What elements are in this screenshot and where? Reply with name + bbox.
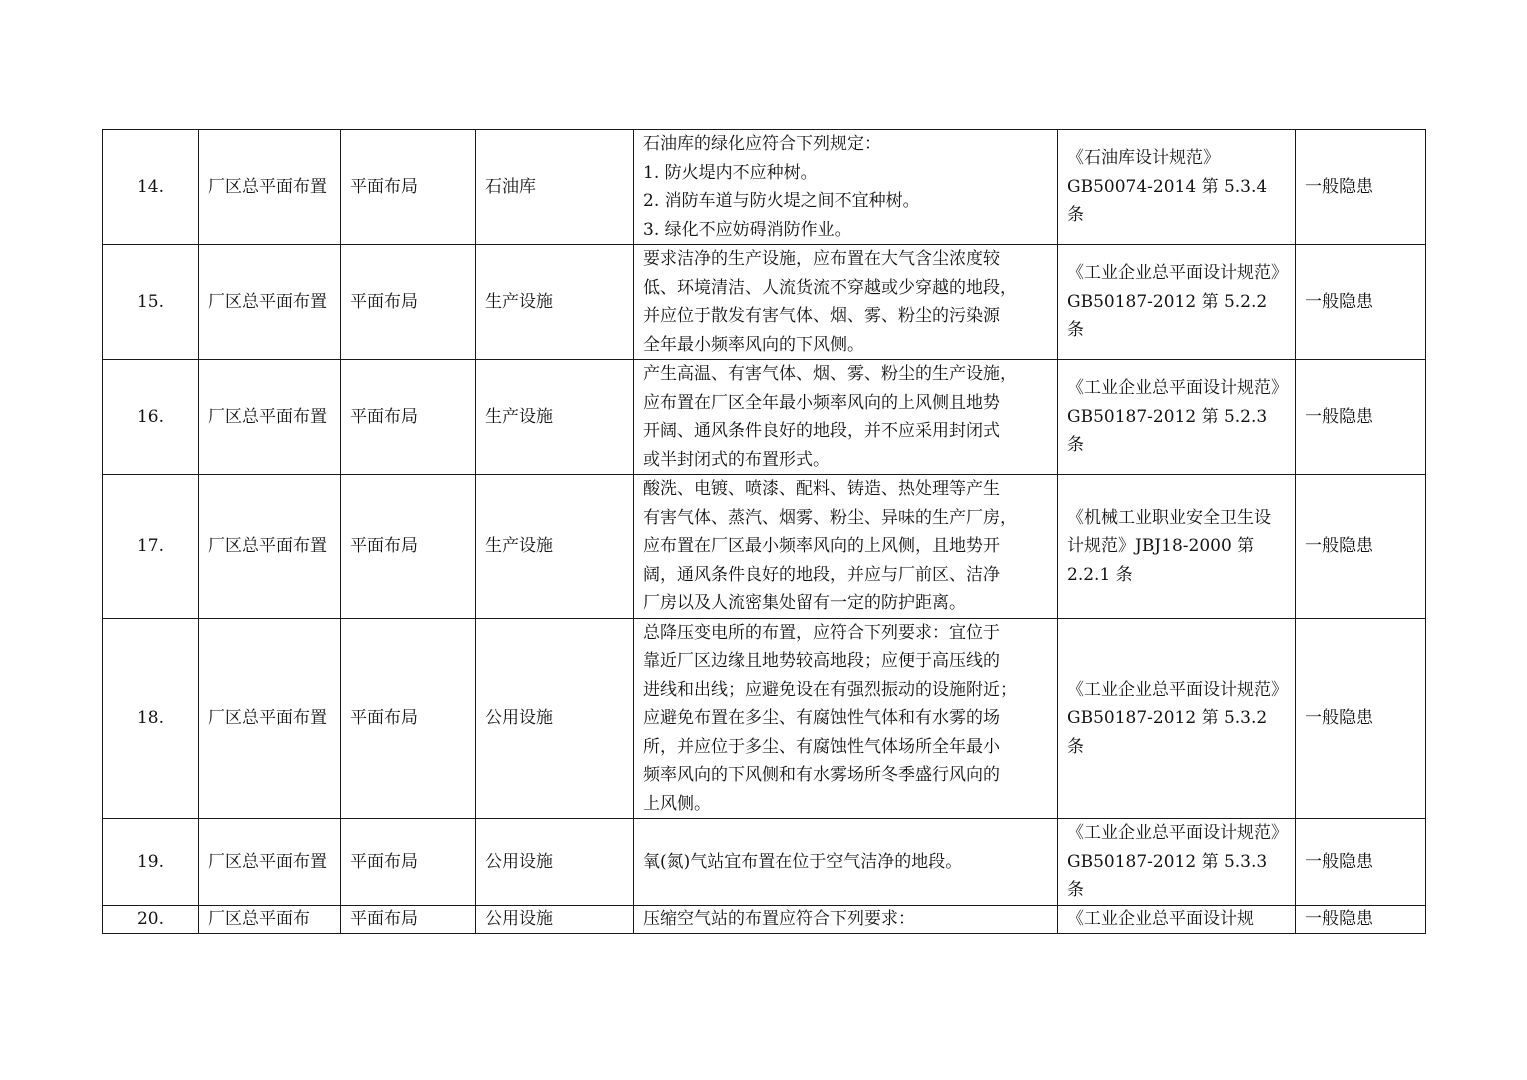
safety-hazard-table bbox=[102, 129, 1426, 934]
object-cell: 公用设施 bbox=[476, 819, 634, 906]
requirement-line: 要求洁净的生产设施，应布置在大气含尘浓度较 bbox=[643, 249, 1000, 269]
table-row bbox=[103, 819, 1426, 906]
requirement-line: 应布置在厂区全年最小频率风向的上风侧且地势 bbox=[643, 392, 1000, 413]
item-cell: 平面布局 bbox=[341, 360, 476, 475]
item-cell: 平面布局 bbox=[341, 130, 476, 245]
object-cell: 公用设施 bbox=[476, 905, 634, 933]
table-row bbox=[103, 130, 1426, 245]
table-row bbox=[103, 245, 1426, 360]
requirement-line: 厂房以及人流密集处留有一定的防护距离。 bbox=[643, 593, 966, 613]
item-cell: 平面布局 bbox=[341, 905, 476, 933]
category-cell: 厂区总平面布置 bbox=[199, 130, 341, 245]
basis-cell: 《石油库设计规范》GB50074-2014 第 5.3.4 条 bbox=[1058, 130, 1296, 245]
row-number: 17. bbox=[103, 475, 199, 619]
row-number: 15. bbox=[103, 245, 199, 360]
requirement-line: 低、环境清洁、人流货流不穿越或少穿越的地段， bbox=[643, 277, 1017, 298]
requirement-cell bbox=[634, 360, 1058, 475]
hazard-level-cell: 一般隐患 bbox=[1296, 905, 1426, 933]
requirement-line: 石油库的绿化应符合下列规定： bbox=[643, 134, 881, 154]
object-cell: 公用设施 bbox=[476, 618, 634, 819]
row-number: 20. bbox=[103, 905, 199, 933]
item-cell: 平面布局 bbox=[341, 475, 476, 619]
requirement-line: 靠近厂区边缘且地势较高地段；应便于高压线的 bbox=[643, 651, 1000, 671]
category-cell: 厂区总平面布置 bbox=[199, 475, 341, 619]
basis-cell: 《机械工业职业安全卫生设计规范》JBJ18-2000 第 2.2.1 条 bbox=[1058, 475, 1296, 619]
requirement-line: 有害气体、蒸汽、烟雾、粉尘、异味的生产厂房， bbox=[643, 507, 1017, 528]
hazard-level-cell: 一般隐患 bbox=[1296, 475, 1426, 619]
requirement-line: 开阔、通风条件良好的地段，并不应采用封闭式 bbox=[643, 421, 1000, 441]
hazard-level-cell: 一般隐患 bbox=[1296, 130, 1426, 245]
requirement-line: 阔，通风条件良好的地段，并应与厂前区、洁净 bbox=[643, 564, 1000, 585]
requirement-line: 酸洗、电镀、喷漆、配料、铸造、热处理等产生 bbox=[643, 479, 1000, 499]
requirement-line: 或半封闭式的布置形式。 bbox=[643, 449, 830, 470]
requirement-line: 上风侧。 bbox=[643, 793, 711, 814]
category-cell: 厂区总平面布 bbox=[199, 905, 341, 933]
object-cell: 生产设施 bbox=[476, 245, 634, 360]
category-cell: 厂区总平面布置 bbox=[199, 819, 341, 906]
requirement-line: 3. 绿化不应妨碍消防作业。 bbox=[643, 219, 852, 240]
row-number: 16. bbox=[103, 360, 199, 475]
table-row bbox=[103, 905, 1426, 933]
table-row bbox=[103, 360, 1426, 475]
requirement-cell bbox=[634, 618, 1058, 819]
requirement-line: 并应位于散发有害气体、烟、雾、粉尘的污染源 bbox=[643, 306, 1000, 326]
basis-cell: 《工业企业总平面设计规 bbox=[1058, 905, 1296, 933]
requirement-line: 1. 防火堤内不应种树。 bbox=[643, 162, 818, 183]
basis-cell: 《工业企业总平面设计规范》GB50187-2012 第 5.3.3 条 bbox=[1058, 819, 1296, 906]
requirement-line: 应布置在厂区最小频率风向的上风侧，且地势开 bbox=[643, 536, 1000, 556]
hazard-level-cell: 一般隐患 bbox=[1296, 618, 1426, 819]
category-cell: 厂区总平面布置 bbox=[199, 245, 341, 360]
requirement-cell bbox=[634, 905, 1058, 933]
requirement-cell bbox=[634, 819, 1058, 906]
requirement-line: 2. 消防车道与防火堤之间不宜种树。 bbox=[643, 191, 920, 211]
hazard-level-cell: 一般隐患 bbox=[1296, 360, 1426, 475]
item-cell: 平面布局 bbox=[341, 245, 476, 360]
requirement-cell bbox=[634, 475, 1058, 619]
row-number: 18. bbox=[103, 618, 199, 819]
basis-cell: 《工业企业总平面设计规范》GB50187-2012 第 5.2.3 条 bbox=[1058, 360, 1296, 475]
hazard-level-cell: 一般隐患 bbox=[1296, 245, 1426, 360]
requirement-line: 应避免布置在多尘、有腐蚀性气体和有水雾的场 bbox=[643, 708, 1000, 728]
category-cell: 厂区总平面布置 bbox=[199, 618, 341, 819]
item-cell: 平面布局 bbox=[341, 819, 476, 906]
row-number: 19. bbox=[103, 819, 199, 906]
table-row bbox=[103, 475, 1426, 619]
requirement-cell bbox=[634, 130, 1058, 245]
object-cell: 生产设施 bbox=[476, 475, 634, 619]
requirement-line: 全年最小频率风向的下风侧。 bbox=[643, 334, 864, 355]
requirement-cell bbox=[634, 245, 1058, 360]
basis-cell: 《工业企业总平面设计规范》GB50187-2012 第 5.3.2 条 bbox=[1058, 618, 1296, 819]
requirement-line: 氧(氮)气站宜布置在位于空气洁净的地段。 bbox=[643, 851, 963, 872]
object-cell: 生产设施 bbox=[476, 360, 634, 475]
requirement-line: 所，并应位于多尘、有腐蚀性气体场所全年最小 bbox=[643, 736, 1000, 757]
category-cell: 厂区总平面布置 bbox=[199, 360, 341, 475]
object-cell: 石油库 bbox=[476, 130, 634, 245]
requirement-line: 进线和出线；应避免设在有强烈振动的设施附近； bbox=[643, 679, 1017, 700]
item-cell: 平面布局 bbox=[341, 618, 476, 819]
requirement-line: 产生高温、有害气体、烟、雾、粉尘的生产设施， bbox=[643, 364, 1017, 384]
table-row bbox=[103, 618, 1426, 819]
hazard-level-cell: 一般隐患 bbox=[1296, 819, 1426, 906]
row-number: 14. bbox=[103, 130, 199, 245]
requirement-line: 总降压变电所的布置，应符合下列要求：宜位于 bbox=[643, 622, 1000, 643]
requirement-line: 频率风向的下风侧和有水雾场所冬季盛行风向的 bbox=[643, 765, 1000, 785]
requirement-line: 压缩空气站的布置应符合下列要求： bbox=[643, 908, 915, 929]
basis-cell: 《工业企业总平面设计规范》GB50187-2012 第 5.2.2 条 bbox=[1058, 245, 1296, 360]
